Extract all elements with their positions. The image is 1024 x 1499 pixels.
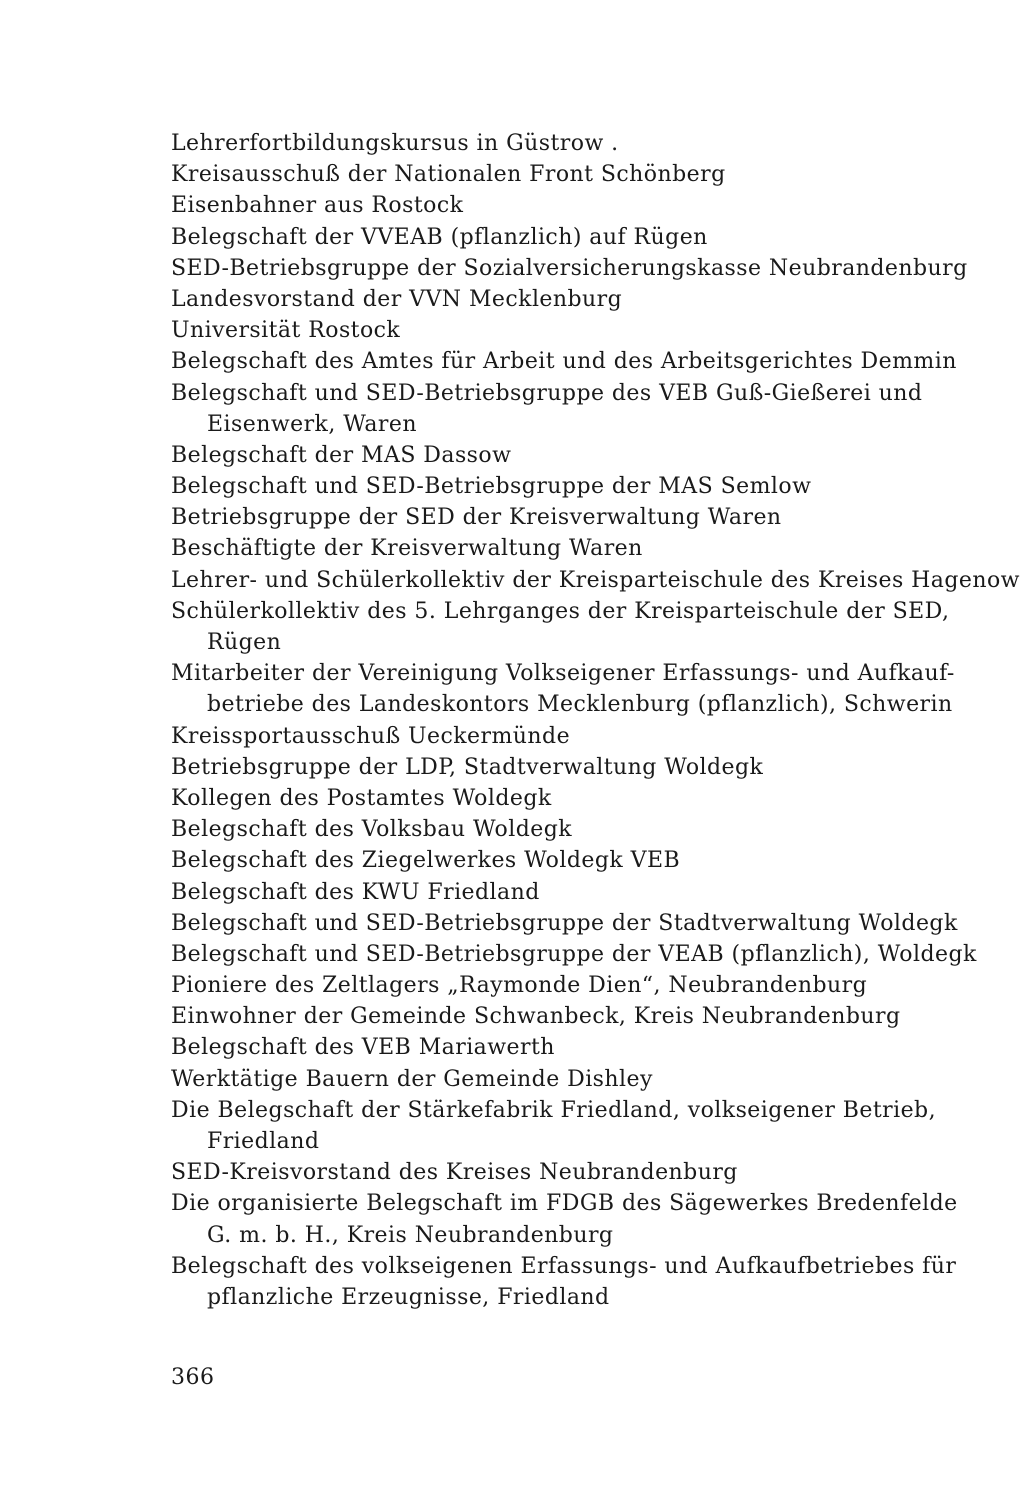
list-item bbox=[171, 159, 961, 190]
list-item bbox=[171, 721, 961, 752]
entry-line: Belegschaft und SED-Betriebsgruppe des VEB Guß-Gießerei und bbox=[171, 380, 923, 406]
list-item bbox=[171, 908, 961, 939]
list-item bbox=[171, 1251, 961, 1313]
entry-line: Eisenbahner aus Rostock bbox=[171, 193, 464, 219]
list-item bbox=[171, 284, 961, 315]
page-number: 366 bbox=[171, 1365, 215, 1390]
list-item bbox=[171, 783, 961, 814]
entry-line: Belegschaft des KWU Friedland bbox=[171, 879, 540, 905]
entry-line: Werktätige Bauern der Gemeinde Dishley bbox=[171, 1066, 653, 1092]
list-item bbox=[171, 222, 961, 253]
list-item bbox=[171, 128, 961, 159]
list-item bbox=[171, 253, 968, 284]
entry-line: Kollegen des Postamtes Woldegk bbox=[171, 785, 552, 811]
entry-line: SED-Kreisvorstand des Kreises Neubrandenburg bbox=[171, 1160, 738, 1186]
list-item bbox=[171, 970, 961, 1001]
list-item bbox=[171, 1064, 961, 1095]
entry-continuation-line: Eisenwerk, Waren bbox=[207, 411, 417, 437]
list-item bbox=[171, 190, 961, 221]
entry-line: Lehrerfortbildungskursus in Güstrow . bbox=[171, 131, 619, 156]
entry-continuation-line: G. m. b. H., Kreis Neubrandenburg bbox=[207, 1222, 614, 1248]
list-item bbox=[171, 877, 961, 908]
entry-line: Belegschaft und SED-Betriebsgruppe der Stadtverwaltung Woldegk bbox=[171, 910, 958, 936]
entry-line: Belegschaft des Amtes für Arbeit und des Arbeitsgerichtes Demmin bbox=[171, 349, 957, 375]
list-item bbox=[171, 378, 961, 440]
list-item bbox=[171, 845, 961, 876]
entry-line: Kreisausschuß der Nationalen Front Schönberg bbox=[171, 162, 726, 188]
entry-line: Belegschaft des volkseigenen Erfassungs- und Aufkaufbetriebes für bbox=[171, 1253, 957, 1279]
entry-line: Lehrer- und Schülerkollektiv der Kreisparteischule des Kreises Hagenow bbox=[171, 567, 1020, 593]
entry-line: Betriebsgruppe der SED der Kreisverwaltung Waren bbox=[171, 505, 782, 531]
list-item bbox=[171, 939, 977, 970]
entry-line: Belegschaft und SED-Betriebsgruppe der VEAB (pflanzlich), Woldegk bbox=[171, 941, 977, 967]
entry-line: Belegschaft der VVEAB (pflanzlich) auf Rügen bbox=[171, 224, 708, 250]
list-item bbox=[171, 752, 961, 783]
entry-line: Belegschaft des VEB Mariawerth bbox=[171, 1035, 555, 1061]
entry-line: Belegschaft und SED-Betriebsgruppe der MAS Semlow bbox=[171, 474, 812, 500]
list-item bbox=[171, 346, 961, 377]
entry-continuation-line: Friedland bbox=[207, 1129, 320, 1154]
entry-line: Belegschaft des Volksbau Woldegk bbox=[171, 817, 573, 843]
list-item bbox=[171, 814, 961, 845]
entry-line: Universität Rostock bbox=[171, 318, 401, 344]
list-item bbox=[171, 1157, 961, 1188]
list-item bbox=[171, 533, 961, 564]
entry-line: SED-Betriebsgruppe der Sozialversicherungskasse Neubrandenburg bbox=[171, 255, 968, 281]
entry-line: Mitarbeiter der Vereinigung Volkseigener Erfassungs- und Aufkauf- bbox=[171, 661, 955, 687]
list-item bbox=[171, 565, 1020, 596]
list-item bbox=[171, 471, 961, 502]
entry-continuation-line: betriebe des Landeskontors Mecklenburg (pflanzlich), Schwerin bbox=[207, 692, 953, 718]
entry-line: Betriebsgruppe der LDP, Stadtverwaltung Woldegk bbox=[171, 754, 764, 780]
signatory-list bbox=[171, 128, 1020, 1313]
entry-line: Die organisierte Belegschaft im FDGB des Sägewerkes Bredenfelde bbox=[171, 1191, 958, 1217]
entry-line: Belegschaft der MAS Dassow bbox=[171, 442, 512, 468]
list-item bbox=[171, 1032, 961, 1063]
list-item bbox=[171, 596, 961, 658]
list-item bbox=[171, 315, 961, 346]
entry-line: Beschäftigte der Kreisverwaltung Waren bbox=[171, 536, 643, 562]
entry-continuation-line: Rügen bbox=[207, 630, 282, 655]
entry-line: Landesvorstand der VVN Mecklenburg bbox=[171, 286, 623, 312]
entry-line: Belegschaft des Ziegelwerkes Woldegk VEB bbox=[171, 848, 681, 874]
list-item bbox=[171, 440, 961, 471]
entry-line: Schülerkollektiv des 5. Lehrganges der Kreisparteischule der SED, bbox=[171, 598, 950, 624]
list-item bbox=[171, 1188, 961, 1250]
list-item bbox=[171, 1001, 961, 1032]
entry-line: Kreissportausschuß Ueckermünde bbox=[171, 723, 571, 749]
entry-continuation-line: pflanzliche Erzeugnisse, Friedland bbox=[207, 1284, 610, 1310]
list-item bbox=[171, 658, 961, 720]
list-item bbox=[171, 502, 961, 533]
entry-line: Pioniere des Zeltlagers „Raymonde Dien“, Neubrandenburg bbox=[171, 973, 868, 999]
entry-line: Die Belegschaft der Stärkefabrik Friedland, volkseigener Betrieb, bbox=[171, 1097, 937, 1123]
list-item bbox=[171, 1095, 961, 1157]
entry-line: Einwohner der Gemeinde Schwanbeck, Kreis Neubrandenburg bbox=[171, 1004, 901, 1030]
